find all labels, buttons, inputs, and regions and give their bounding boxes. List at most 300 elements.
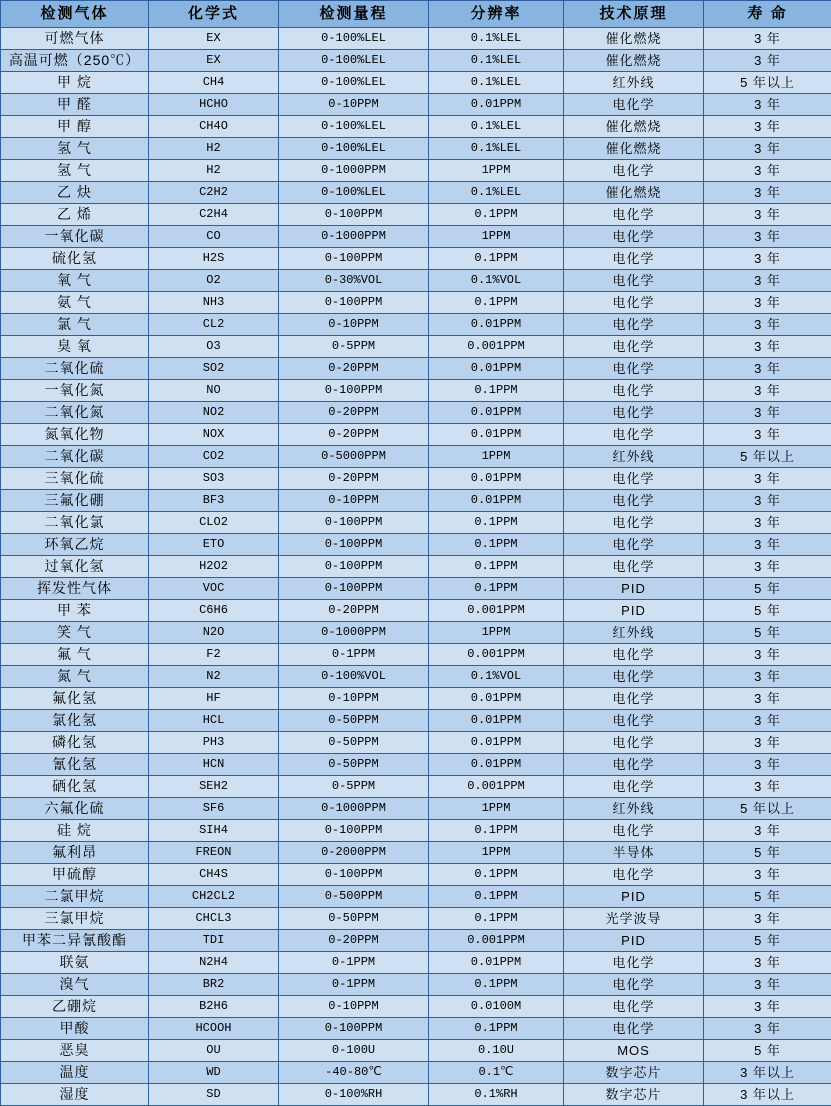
cell-formula: SEH2 <box>149 776 279 798</box>
cell-formula: N2O <box>149 622 279 644</box>
cell-formula: ETO <box>149 534 279 556</box>
cell-range: 0-100%LEL <box>279 116 429 138</box>
cell-lifetime: 3 年 <box>704 138 831 160</box>
table-row <box>1 138 831 160</box>
cell-gas: 氮氧化物 <box>1 424 149 446</box>
table-row <box>1 974 831 996</box>
cell-formula: SO2 <box>149 358 279 380</box>
cell-technology: 催化燃烧 <box>564 116 704 138</box>
cell-lifetime: 3 年 <box>704 776 831 798</box>
cell-lifetime: 3 年 <box>704 512 831 534</box>
cell-lifetime: 3 年 <box>704 336 831 358</box>
cell-resolution: 0.1%LEL <box>429 138 564 160</box>
table-row <box>1 1040 831 1062</box>
cell-lifetime: 3 年 <box>704 292 831 314</box>
cell-lifetime: 3 年 <box>704 952 831 974</box>
cell-resolution: 0.1PPM <box>429 556 564 578</box>
cell-gas: 硫化氢 <box>1 248 149 270</box>
table-row <box>1 292 831 314</box>
cell-gas: 硒化氢 <box>1 776 149 798</box>
table-row <box>1 534 831 556</box>
cell-range: 0-100%VOL <box>279 666 429 688</box>
table-row <box>1 270 831 292</box>
cell-formula: C6H6 <box>149 600 279 622</box>
cell-technology: 电化学 <box>564 468 704 490</box>
cell-resolution: 0.1%RH <box>429 1084 564 1106</box>
cell-range: 0-1000PPM <box>279 160 429 182</box>
table-row <box>1 446 831 468</box>
cell-formula: FREON <box>149 842 279 864</box>
cell-gas: 氢 气 <box>1 138 149 160</box>
cell-resolution: 1PPM <box>429 446 564 468</box>
cell-lifetime: 3 年 <box>704 556 831 578</box>
cell-range: 0-20PPM <box>279 402 429 424</box>
cell-gas: 氟化氢 <box>1 688 149 710</box>
cell-technology: 电化学 <box>564 776 704 798</box>
cell-formula: HCOOH <box>149 1018 279 1040</box>
cell-formula: HF <box>149 688 279 710</box>
cell-technology: 半导体 <box>564 842 704 864</box>
cell-formula: TDI <box>149 930 279 952</box>
cell-technology: PID <box>564 930 704 952</box>
cell-range: 0-20PPM <box>279 424 429 446</box>
cell-technology: 电化学 <box>564 512 704 534</box>
cell-technology: 催化燃烧 <box>564 182 704 204</box>
table-row <box>1 996 831 1018</box>
cell-technology: 催化燃烧 <box>564 50 704 72</box>
cell-lifetime: 5 年 <box>704 578 831 600</box>
cell-range: 0-20PPM <box>279 930 429 952</box>
table-row <box>1 380 831 402</box>
cell-formula: N2H4 <box>149 952 279 974</box>
cell-resolution: 0.1PPM <box>429 204 564 226</box>
cell-range: 0-100PPM <box>279 380 429 402</box>
cell-formula: SD <box>149 1084 279 1106</box>
cell-range: 0-1PPM <box>279 974 429 996</box>
table-row <box>1 204 831 226</box>
cell-gas: 恶臭 <box>1 1040 149 1062</box>
cell-technology: 电化学 <box>564 732 704 754</box>
table-row <box>1 820 831 842</box>
cell-resolution: 0.1%LEL <box>429 28 564 50</box>
cell-technology: 催化燃烧 <box>564 28 704 50</box>
table-row <box>1 314 831 336</box>
cell-resolution: 0.1PPM <box>429 820 564 842</box>
cell-formula: C2H2 <box>149 182 279 204</box>
cell-lifetime: 3 年 <box>704 1018 831 1040</box>
cell-technology: 电化学 <box>564 204 704 226</box>
cell-resolution: 0.01PPM <box>429 94 564 116</box>
cell-resolution: 0.1PPM <box>429 864 564 886</box>
cell-technology: 电化学 <box>564 710 704 732</box>
cell-formula: NO2 <box>149 402 279 424</box>
cell-range: 0-50PPM <box>279 908 429 930</box>
cell-range: 0-10PPM <box>279 94 429 116</box>
cell-formula: VOC <box>149 578 279 600</box>
cell-gas: 乙 烯 <box>1 204 149 226</box>
cell-formula: H2 <box>149 138 279 160</box>
cell-lifetime: 3 年 <box>704 380 831 402</box>
cell-technology: PID <box>564 600 704 622</box>
cell-range: 0-100PPM <box>279 1018 429 1040</box>
cell-resolution: 0.0100M <box>429 996 564 1018</box>
cell-formula: H2S <box>149 248 279 270</box>
cell-resolution: 1PPM <box>429 226 564 248</box>
cell-range: 0-100PPM <box>279 248 429 270</box>
cell-formula: SO3 <box>149 468 279 490</box>
cell-technology: 红外线 <box>564 622 704 644</box>
cell-lifetime: 3 年 <box>704 908 831 930</box>
cell-lifetime: 3 年 <box>704 226 831 248</box>
cell-resolution: 0.1%VOL <box>429 666 564 688</box>
cell-lifetime: 3 年 <box>704 534 831 556</box>
cell-resolution: 0.1PPM <box>429 292 564 314</box>
cell-gas: 湿度 <box>1 1084 149 1106</box>
cell-range: 0-30%VOL <box>279 270 429 292</box>
cell-formula: CO <box>149 226 279 248</box>
cell-lifetime: 3 年 <box>704 732 831 754</box>
cell-formula: PH3 <box>149 732 279 754</box>
cell-range: 0-100%LEL <box>279 72 429 94</box>
cell-range: 0-1000PPM <box>279 798 429 820</box>
cell-lifetime: 3 年 <box>704 248 831 270</box>
cell-resolution: 0.01PPM <box>429 402 564 424</box>
cell-range: 0-100%LEL <box>279 138 429 160</box>
cell-resolution: 0.10U <box>429 1040 564 1062</box>
cell-technology: MOS <box>564 1040 704 1062</box>
table-row <box>1 578 831 600</box>
table-row <box>1 490 831 512</box>
cell-formula: HCL <box>149 710 279 732</box>
cell-resolution: 0.1PPM <box>429 512 564 534</box>
table-row <box>1 226 831 248</box>
cell-resolution: 0.01PPM <box>429 490 564 512</box>
table-row <box>1 1018 831 1040</box>
cell-technology: 电化学 <box>564 534 704 556</box>
cell-technology: 数字芯片 <box>564 1062 704 1084</box>
cell-range: -40-80℃ <box>279 1062 429 1084</box>
cell-technology: 电化学 <box>564 490 704 512</box>
cell-formula: SF6 <box>149 798 279 820</box>
cell-gas: 甲 苯 <box>1 600 149 622</box>
cell-formula: O2 <box>149 270 279 292</box>
cell-resolution: 0.1PPM <box>429 974 564 996</box>
cell-resolution: 0.1%LEL <box>429 182 564 204</box>
cell-formula: CHCL3 <box>149 908 279 930</box>
cell-formula: H2O2 <box>149 556 279 578</box>
cell-lifetime: 3 年 <box>704 754 831 776</box>
cell-technology: 电化学 <box>564 1018 704 1040</box>
cell-formula: HCN <box>149 754 279 776</box>
table-row <box>1 1084 831 1106</box>
table-row <box>1 930 831 952</box>
cell-technology: 电化学 <box>564 556 704 578</box>
cell-range: 0-10PPM <box>279 490 429 512</box>
cell-lifetime: 3 年 <box>704 424 831 446</box>
cell-lifetime: 3 年 <box>704 50 831 72</box>
cell-technology: 电化学 <box>564 160 704 182</box>
cell-resolution: 0.1%LEL <box>429 50 564 72</box>
cell-formula: C2H4 <box>149 204 279 226</box>
cell-resolution: 0.1%LEL <box>429 72 564 94</box>
cell-lifetime: 3 年 <box>704 160 831 182</box>
cell-gas: 甲硫醇 <box>1 864 149 886</box>
cell-lifetime: 3 年 <box>704 666 831 688</box>
cell-gas: 温度 <box>1 1062 149 1084</box>
table-row <box>1 248 831 270</box>
cell-range: 0-10PPM <box>279 688 429 710</box>
cell-resolution: 0.1PPM <box>429 1018 564 1040</box>
cell-gas: 笑 气 <box>1 622 149 644</box>
cell-formula: EX <box>149 28 279 50</box>
cell-technology: 电化学 <box>564 380 704 402</box>
cell-formula: NO <box>149 380 279 402</box>
cell-resolution: 0.001PPM <box>429 644 564 666</box>
cell-lifetime: 5 年 <box>704 930 831 952</box>
cell-lifetime: 5 年以上 <box>704 798 831 820</box>
cell-gas: 二氧化硫 <box>1 358 149 380</box>
cell-range: 0-100PPM <box>279 864 429 886</box>
column-header-gas: 检测气体 <box>1 1 149 28</box>
cell-gas: 氰化氢 <box>1 754 149 776</box>
cell-technology: 电化学 <box>564 644 704 666</box>
cell-range: 0-50PPM <box>279 710 429 732</box>
cell-lifetime: 3 年 <box>704 182 831 204</box>
table-row <box>1 886 831 908</box>
cell-technology: 电化学 <box>564 688 704 710</box>
cell-technology: 电化学 <box>564 820 704 842</box>
cell-lifetime: 3 年 <box>704 644 831 666</box>
column-header-formula: 化学式 <box>149 1 279 28</box>
cell-gas: 磷化氢 <box>1 732 149 754</box>
cell-gas: 一氧化碳 <box>1 226 149 248</box>
cell-resolution: 0.01PPM <box>429 732 564 754</box>
cell-technology: PID <box>564 578 704 600</box>
table-row <box>1 28 831 50</box>
cell-lifetime: 3 年 <box>704 116 831 138</box>
cell-formula: WD <box>149 1062 279 1084</box>
table-row <box>1 72 831 94</box>
cell-gas: 甲 醇 <box>1 116 149 138</box>
cell-gas: 三氟化硼 <box>1 490 149 512</box>
cell-lifetime: 3 年 <box>704 864 831 886</box>
cell-gas: 一氧化氮 <box>1 380 149 402</box>
cell-technology: 电化学 <box>564 94 704 116</box>
cell-technology: 电化学 <box>564 358 704 380</box>
table-row <box>1 908 831 930</box>
cell-formula: OU <box>149 1040 279 1062</box>
cell-gas: 硅 烷 <box>1 820 149 842</box>
cell-lifetime: 3 年以上 <box>704 1084 831 1106</box>
table-row <box>1 688 831 710</box>
cell-gas: 甲酸 <box>1 1018 149 1040</box>
cell-lifetime: 3 年以上 <box>704 1062 831 1084</box>
table-header-row <box>1 1 831 28</box>
cell-gas: 氮 气 <box>1 666 149 688</box>
cell-formula: EX <box>149 50 279 72</box>
table-header <box>1 1 831 28</box>
table-body <box>1 28 831 1106</box>
cell-resolution: 0.001PPM <box>429 600 564 622</box>
cell-resolution: 0.1PPM <box>429 908 564 930</box>
cell-lifetime: 3 年 <box>704 468 831 490</box>
cell-technology: 电化学 <box>564 314 704 336</box>
cell-lifetime: 3 年 <box>704 204 831 226</box>
cell-range: 0-100U <box>279 1040 429 1062</box>
cell-technology: 电化学 <box>564 270 704 292</box>
cell-formula: NH3 <box>149 292 279 314</box>
table-row <box>1 798 831 820</box>
cell-technology: 电化学 <box>564 402 704 424</box>
table-row <box>1 94 831 116</box>
cell-formula: NOX <box>149 424 279 446</box>
cell-formula: F2 <box>149 644 279 666</box>
cell-gas: 氢 气 <box>1 160 149 182</box>
cell-resolution: 0.01PPM <box>429 314 564 336</box>
cell-gas: 六氟化硫 <box>1 798 149 820</box>
cell-resolution: 0.1%LEL <box>429 116 564 138</box>
table-row <box>1 468 831 490</box>
table-row <box>1 336 831 358</box>
cell-technology: 电化学 <box>564 226 704 248</box>
cell-resolution: 0.001PPM <box>429 776 564 798</box>
cell-formula: CH2CL2 <box>149 886 279 908</box>
table-row <box>1 402 831 424</box>
cell-technology: 电化学 <box>564 248 704 270</box>
cell-technology: 电化学 <box>564 974 704 996</box>
cell-formula: CH4S <box>149 864 279 886</box>
cell-resolution: 0.001PPM <box>429 930 564 952</box>
cell-lifetime: 3 年 <box>704 94 831 116</box>
cell-resolution: 0.1PPM <box>429 380 564 402</box>
cell-range: 0-100PPM <box>279 820 429 842</box>
cell-resolution: 0.001PPM <box>429 336 564 358</box>
table-row <box>1 160 831 182</box>
column-header-lifetime: 寿 命 <box>704 1 831 28</box>
cell-technology: 红外线 <box>564 446 704 468</box>
cell-formula: CH4O <box>149 116 279 138</box>
table-row <box>1 754 831 776</box>
cell-lifetime: 3 年 <box>704 358 831 380</box>
cell-range: 0-10PPM <box>279 314 429 336</box>
table-row <box>1 732 831 754</box>
cell-range: 0-5PPM <box>279 776 429 798</box>
cell-range: 0-50PPM <box>279 754 429 776</box>
cell-range: 0-100PPM <box>279 578 429 600</box>
cell-gas: 甲 醛 <box>1 94 149 116</box>
cell-gas: 乙硼烷 <box>1 996 149 1018</box>
cell-range: 0-100%RH <box>279 1084 429 1106</box>
cell-gas: 溴气 <box>1 974 149 996</box>
table-row <box>1 776 831 798</box>
cell-gas: 二氯甲烷 <box>1 886 149 908</box>
table-row <box>1 600 831 622</box>
cell-gas: 氯 气 <box>1 314 149 336</box>
cell-technology: 电化学 <box>564 952 704 974</box>
cell-gas: 氟利昂 <box>1 842 149 864</box>
cell-resolution: 1PPM <box>429 622 564 644</box>
cell-range: 0-100PPM <box>279 512 429 534</box>
table-row <box>1 644 831 666</box>
table-row <box>1 358 831 380</box>
cell-range: 0-100PPM <box>279 534 429 556</box>
cell-range: 0-2000PPM <box>279 842 429 864</box>
cell-resolution: 1PPM <box>429 160 564 182</box>
cell-gas: 甲苯二异氰酸酯 <box>1 930 149 952</box>
cell-range: 0-1PPM <box>279 644 429 666</box>
cell-gas: 氨 气 <box>1 292 149 314</box>
cell-gas: 乙 炔 <box>1 182 149 204</box>
cell-lifetime: 3 年 <box>704 28 831 50</box>
cell-technology: 红外线 <box>564 798 704 820</box>
cell-formula: CL2 <box>149 314 279 336</box>
cell-range: 0-100PPM <box>279 292 429 314</box>
cell-lifetime: 3 年 <box>704 314 831 336</box>
cell-range: 0-20PPM <box>279 468 429 490</box>
cell-gas: 可燃气体 <box>1 28 149 50</box>
cell-resolution: 0.01PPM <box>429 424 564 446</box>
cell-gas: 氧 气 <box>1 270 149 292</box>
cell-lifetime: 3 年 <box>704 820 831 842</box>
cell-gas: 二氧化碳 <box>1 446 149 468</box>
cell-lifetime: 5 年 <box>704 600 831 622</box>
cell-lifetime: 3 年 <box>704 974 831 996</box>
cell-gas: 氯化氢 <box>1 710 149 732</box>
cell-resolution: 0.01PPM <box>429 688 564 710</box>
cell-gas: 环氧乙烷 <box>1 534 149 556</box>
cell-technology: 电化学 <box>564 996 704 1018</box>
cell-range: 0-100%LEL <box>279 182 429 204</box>
cell-resolution: 0.1PPM <box>429 886 564 908</box>
table-row <box>1 424 831 446</box>
cell-technology: 数字芯片 <box>564 1084 704 1106</box>
column-header-resolution: 分辨率 <box>429 1 564 28</box>
cell-formula: N2 <box>149 666 279 688</box>
cell-gas: 三氧化硫 <box>1 468 149 490</box>
cell-range: 0-50PPM <box>279 732 429 754</box>
cell-technology: 电化学 <box>564 864 704 886</box>
cell-lifetime: 5 年 <box>704 1040 831 1062</box>
table-row <box>1 512 831 534</box>
cell-range: 0-10PPM <box>279 996 429 1018</box>
cell-resolution: 0.01PPM <box>429 358 564 380</box>
cell-technology: PID <box>564 886 704 908</box>
cell-range: 0-20PPM <box>279 358 429 380</box>
cell-lifetime: 5 年 <box>704 622 831 644</box>
table-row <box>1 710 831 732</box>
table-row <box>1 50 831 72</box>
cell-resolution: 0.01PPM <box>429 952 564 974</box>
cell-technology: 催化燃烧 <box>564 138 704 160</box>
cell-gas: 联氨 <box>1 952 149 974</box>
cell-lifetime: 5 年以上 <box>704 446 831 468</box>
table-row <box>1 1062 831 1084</box>
cell-gas: 甲 烷 <box>1 72 149 94</box>
cell-formula: BF3 <box>149 490 279 512</box>
cell-resolution: 1PPM <box>429 842 564 864</box>
table-row <box>1 182 831 204</box>
cell-range: 0-1000PPM <box>279 622 429 644</box>
cell-formula: CO2 <box>149 446 279 468</box>
table-row <box>1 842 831 864</box>
cell-technology: 电化学 <box>564 666 704 688</box>
cell-formula: O3 <box>149 336 279 358</box>
cell-formula: CH4 <box>149 72 279 94</box>
cell-range: 0-100PPM <box>279 204 429 226</box>
cell-formula: CLO2 <box>149 512 279 534</box>
cell-lifetime: 3 年 <box>704 996 831 1018</box>
cell-formula: H2 <box>149 160 279 182</box>
